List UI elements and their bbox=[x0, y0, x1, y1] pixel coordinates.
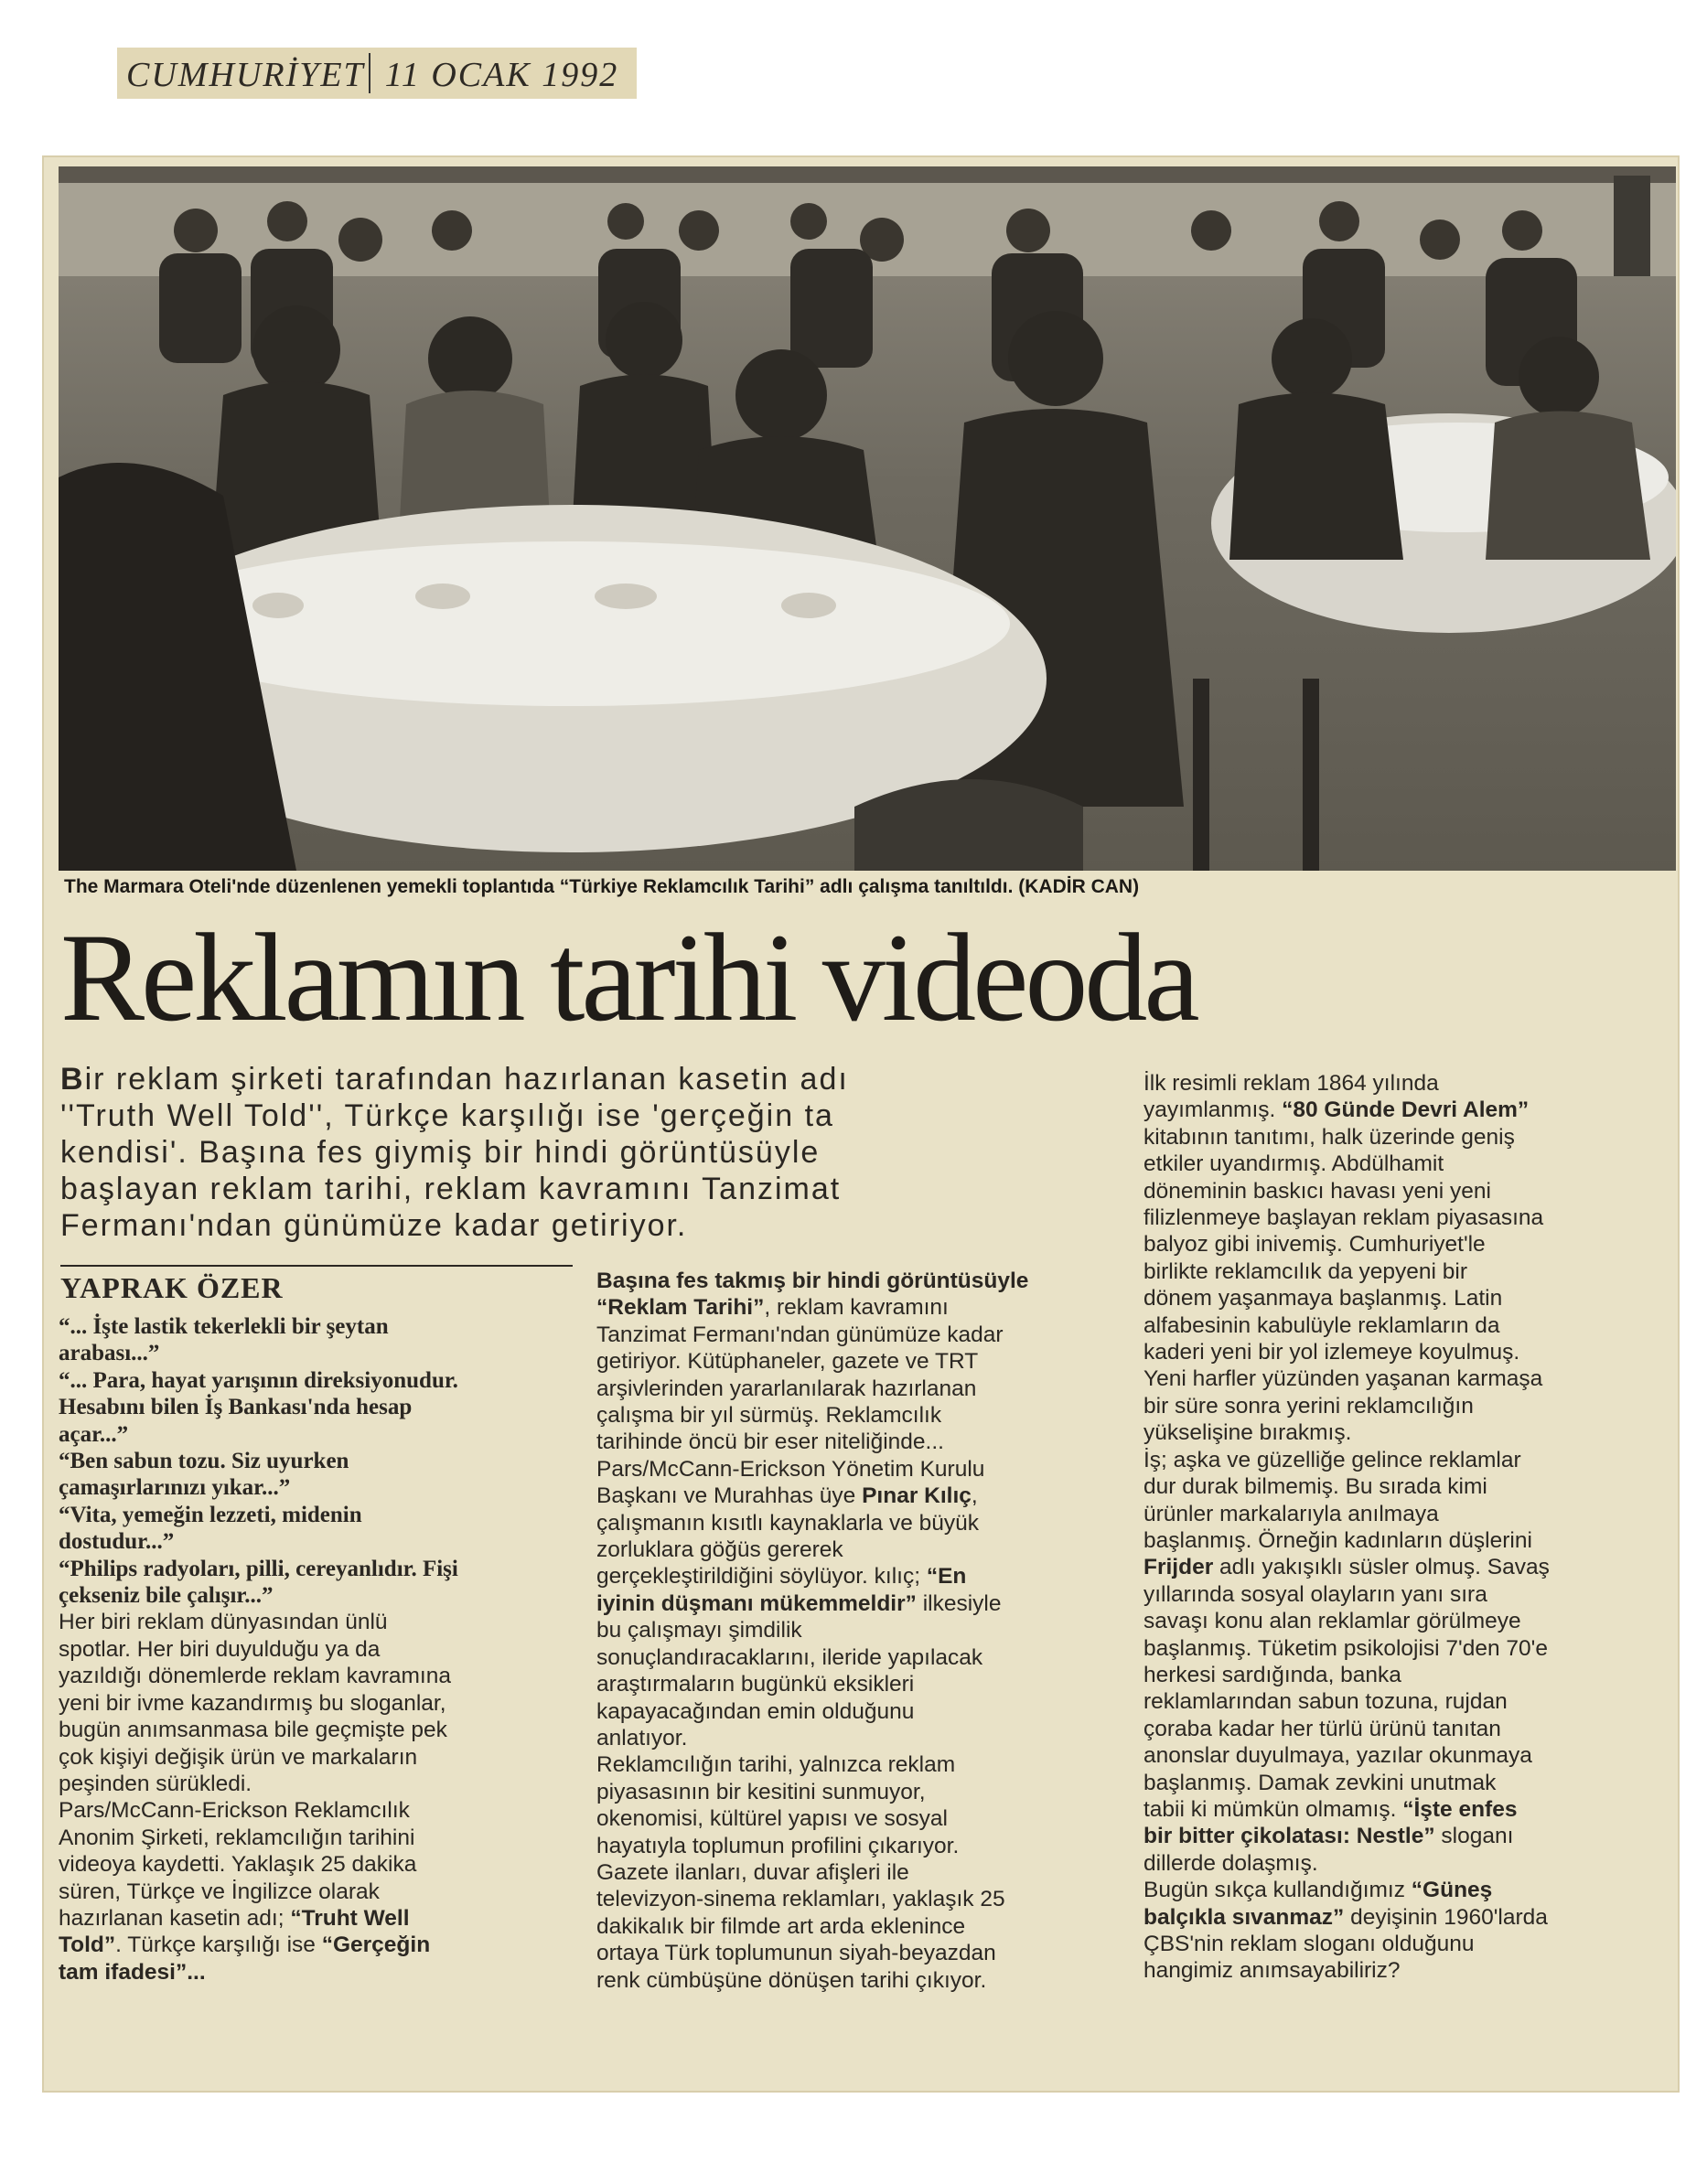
body-line: bir bitter çikolatası: Nestle” sloganı bbox=[1143, 1824, 1514, 1849]
body-line: tarihinde öncü bir eser niteliğinde... bbox=[596, 1429, 944, 1455]
body-line: Reklamcılığın tarihi, yalnızca reklam bbox=[596, 1752, 956, 1778]
body-line: yayımlanmış. “80 Günde Devri Alem” bbox=[1143, 1097, 1530, 1123]
body-line: dillerde dolaşmış. bbox=[1143, 1850, 1318, 1876]
body-line: Bugün sıkça kullandığımız “Güneş bbox=[1143, 1878, 1493, 1903]
slogan-line: dostudur...” bbox=[59, 1529, 175, 1555]
body-line: alfabesinin kabulüyle reklamların da bbox=[1143, 1312, 1500, 1338]
label-divider bbox=[369, 53, 370, 93]
body-line: ortaya Türk toplumunun siyah-beyazdan bbox=[596, 1941, 996, 1966]
slogan-line: çamaşırlarınızı yıkar...” bbox=[59, 1475, 291, 1501]
body-line: Frijder adlı yakışıklı süsler olmuş. Savaş bbox=[1143, 1555, 1550, 1580]
intro-dropcap: B bbox=[60, 1062, 85, 1097]
body-line: yazıldığı dönemlerde reklam kavramına bbox=[59, 1664, 451, 1689]
slogan-line: “Vita, yemeğin lezzeti, midenin bbox=[59, 1502, 362, 1527]
body-line: tam ifadesi”... bbox=[59, 1959, 206, 1985]
body-line: Başına fes takmış bir hindi görüntüsüyle bbox=[596, 1269, 1029, 1293]
body-line: araştırmaların bugünkü eksikleri bbox=[596, 1672, 915, 1697]
body-line: kapayacağından emin olduğunu bbox=[596, 1698, 915, 1724]
body-line: Anonim Şirketi, reklamcılığın tarihini bbox=[59, 1825, 415, 1850]
body-line: iyinin düşmanı mükemmeldir” ilkesiyle bbox=[596, 1590, 1002, 1616]
body-line: Pars/McCann-Erickson Reklamcılık bbox=[59, 1798, 410, 1824]
banquet-photo-illustration bbox=[59, 166, 1676, 871]
body-line: Gazete ilanları, duvar afişleri ile bbox=[596, 1859, 909, 1885]
body-line: anonslar duyulmaya, yazılar okunmaya bbox=[1143, 1743, 1532, 1769]
caption-text: The Marmara Oteli'nde düzenlenen yemekli toplantıda “Türkiye Reklamcılık Tarihi” adlı çalışma tanıltıldı. bbox=[64, 876, 1014, 897]
body-line: ÇBS'nin reklam sloganı olduğunu bbox=[1143, 1932, 1475, 1956]
column-1 bbox=[59, 1313, 571, 1986]
article-intro bbox=[60, 1061, 1094, 1244]
intro-line: başlayan reklam tarihi, reklam kavramını Tanzimat bbox=[60, 1172, 842, 1206]
body-line: arşivlerinden yararlanılarak hazırlanan bbox=[596, 1376, 977, 1401]
intro-line: kendisi'. Başına fes giymiş bir hindi görüntüsüyle bbox=[60, 1135, 821, 1170]
body-line: “Reklam Tarihi”, reklam kavramını bbox=[596, 1295, 949, 1321]
body-line: dönem yaşanmaya başlanmış. Latin bbox=[1143, 1286, 1503, 1311]
body-line: hayatıyla toplumun profilini çıkarıyor. bbox=[596, 1833, 960, 1858]
slogan-line: “Philips radyoları, pilli, cereyanlıdır. Fişi bbox=[59, 1556, 458, 1581]
body-line: Told”. Türkçe karşılığı ise “Gerçeğin bbox=[59, 1932, 431, 1958]
body-line: yıllarında sosyal olayların yanı sıra bbox=[1143, 1581, 1487, 1607]
body-line: kitabının tanıtımı, halk üzerinde geniş bbox=[1143, 1124, 1515, 1150]
body-line: Yeni harfler yüzünden yaşanan karmaşa bbox=[1143, 1366, 1543, 1392]
slogan-line: arabası...” bbox=[59, 1341, 160, 1366]
body-line: tabii ki mümkün olmamış. “İşte enfes bbox=[1143, 1796, 1518, 1822]
event-photo bbox=[59, 166, 1676, 871]
body-line: videoya kaydetti. Yaklaşık 25 dakika bbox=[59, 1852, 417, 1878]
column-2 bbox=[596, 1268, 1127, 1994]
body-line: peşinden sürükledi. bbox=[59, 1771, 252, 1796]
body-line: süren, Türkçe ve İngilizce olarak bbox=[59, 1879, 380, 1904]
body-line: çalışmanın kısıtlı kaynaklarla ve büyük bbox=[596, 1510, 980, 1536]
intro-line: ''Truth Well Told'', Türkçe karşılığı ise 'gerçeğin ta bbox=[60, 1098, 834, 1133]
body-line: başlanmış. Damak zevkini unutmak bbox=[1143, 1770, 1497, 1795]
slogan-line: Hesabını bilen İş Bankası'nda hesap bbox=[59, 1395, 413, 1420]
body-line: bu çalışmayı şimdilik bbox=[596, 1618, 802, 1643]
slogan-line: “Ben sabun tozu. Siz uyurken bbox=[59, 1449, 349, 1474]
body-line: anlatıyor. bbox=[596, 1725, 688, 1750]
body-line: balçıkla sıvanmaz” deyişinin 1960'larda bbox=[1143, 1904, 1548, 1930]
body-line: Tanzimat Fermanı'ndan günümüze kadar bbox=[596, 1322, 1004, 1347]
slogan-line: “... Para, hayat yarışının direksiyonudur. bbox=[59, 1367, 458, 1393]
body-line: reklamlarından sabun tozuna, rujdan bbox=[1143, 1689, 1508, 1715]
body-line: İlk resimli reklam 1864 yılında bbox=[1143, 1071, 1439, 1096]
intro-line: Fermanı'ndan günümüze kadar getiriyor. bbox=[60, 1208, 688, 1243]
body-line: savaşı konu alan reklamlar görülmeye bbox=[1143, 1609, 1521, 1634]
body-line: kaderi yeni bir yol izlemeye koyulmuş. bbox=[1143, 1340, 1520, 1365]
body-line: Her biri reklam dünyasından ünlü bbox=[59, 1610, 388, 1635]
body-line: spotlar. Her biri duyulduğu ya da bbox=[59, 1636, 381, 1662]
body-line: sonuçlandıracaklarını, ileride yapılacak bbox=[596, 1644, 983, 1670]
body-line: ürünler markalarıyla anılmaya bbox=[1143, 1501, 1439, 1526]
body-line: başlanmış. Tüketim psikolojisi 7'den 70'e bbox=[1143, 1635, 1548, 1661]
body-line: balyoz gibi inivemiş. Cumhuriyet'le bbox=[1143, 1232, 1486, 1258]
body-line: etkiler uyandırmış. Abdülhamit bbox=[1143, 1151, 1444, 1177]
photo-credit: (KADİR CAN) bbox=[1018, 876, 1140, 897]
body-line: dur durak bilmemiş. Bu sırada kimi bbox=[1143, 1474, 1487, 1500]
body-line: piyasasının bir kesitini sunmuyor, bbox=[596, 1779, 926, 1804]
body-line: çok kişiyi değişik ürün ve markaların bbox=[59, 1744, 418, 1770]
body-line: çalışma bir yıl sürmüş. Reklamcılık bbox=[596, 1403, 942, 1429]
body-line: bir süre sonra yerini reklamcılığın bbox=[1143, 1393, 1474, 1419]
slogan-line: açar...” bbox=[59, 1421, 129, 1447]
body-line: dakikalık bir filmde art arda eklenince bbox=[596, 1913, 966, 1939]
column-3 bbox=[1143, 1070, 1665, 1985]
body-line: herkesi sardığında, banka bbox=[1143, 1662, 1401, 1687]
body-line: televizyon-sinema reklamları, yaklaşık 25 bbox=[596, 1887, 1005, 1912]
body-line: okenomisi, kültürel yapısı ve sosyal bbox=[596, 1806, 948, 1832]
body-line: filizlenmeye başlayan reklam piyasasına bbox=[1143, 1205, 1544, 1231]
source-label bbox=[117, 48, 637, 99]
body-line: hazırlanan kasetin adı; “Truht Well bbox=[59, 1905, 410, 1931]
body-line: çoraba kadar her türlü ürünü tanıtan bbox=[1143, 1716, 1501, 1741]
body-line: zorluklara göğüs gererek bbox=[596, 1537, 843, 1563]
body-line: Pars/McCann-Erickson Yönetim Kurulu bbox=[596, 1456, 985, 1482]
body-line: getiriyor. Kütüphaneler, gazete ve TRT bbox=[596, 1349, 979, 1375]
slogan-line: çekseniz bile çalışır...” bbox=[59, 1583, 274, 1609]
newspaper-name: CUMHURİYET bbox=[126, 56, 365, 94]
headline: Reklamın tarihi videoda bbox=[60, 907, 1197, 1047]
slogan-line: “... İşte lastik tekerlekli bir şeytan bbox=[59, 1314, 389, 1339]
intro-line: Bir reklam şirketi tarafından hazırlanan kasetin adı bbox=[60, 1062, 849, 1097]
byline-rule bbox=[60, 1265, 573, 1267]
body-line: yeni bir ivme kazandırmış bu sloganlar, bbox=[59, 1690, 446, 1716]
body-line: başlanmış. Örneğin kadınların düşlerini bbox=[1143, 1527, 1532, 1553]
byline: YAPRAK ÖZER bbox=[60, 1271, 284, 1304]
body-line: bugün anımsanmasa bile geçmişte pek bbox=[59, 1718, 447, 1743]
body-line: hangimiz anımsayabiliriz? bbox=[1143, 1958, 1401, 1984]
body-line: birlikte reklamcılık da yepyeni bir bbox=[1143, 1258, 1468, 1284]
body-line: yükselişine bırakmış. bbox=[1143, 1420, 1352, 1446]
publication-date: 11 OCAK 1992 bbox=[384, 56, 619, 94]
body-line: renk cümbüşüne dönüşen tarihi çıkıyor. bbox=[596, 1967, 987, 1993]
body-line: gerçekleştirildiğini söylüyor. kılıç; “En bbox=[596, 1564, 967, 1590]
body-line: İş; aşka ve güzelliğe gelince reklamlar bbox=[1143, 1447, 1521, 1472]
photo-caption bbox=[64, 876, 1674, 898]
body-line: döneminin baskıcı havası yeni yeni bbox=[1143, 1178, 1491, 1204]
body-line: Başkanı ve Murahhas üye Pınar Kılıç, bbox=[596, 1483, 978, 1509]
